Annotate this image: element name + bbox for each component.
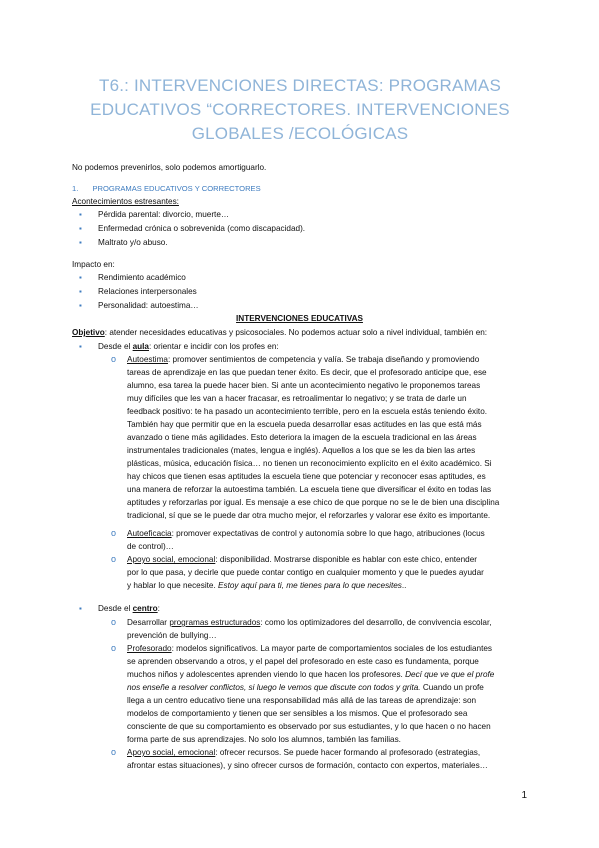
impacto-heading: Impacto en: (72, 260, 115, 269)
paragraph-line: modelos de comportamiento y tienen que ser sensibles a los mismos. Que el profesorado sea (127, 709, 468, 718)
title-line: T6.: INTERVENCIONES DIRECTAS: PROGRAMAS (98, 76, 501, 95)
aula-label: aula (132, 342, 149, 351)
paragraph-line: aptitudes y reforzarlas por igual. Es mensaje a ese chico de que porque no se le de bien una disciplina (127, 498, 500, 507)
italic-quote: Decí que ve que el profe (405, 670, 495, 679)
paragraph-line: instrumentales tradicionales (mates, lengua e inglés). Aquellos a los que se les da bien las artes (127, 446, 476, 455)
aula-prefix: Desde el (98, 342, 133, 351)
profesorado-line (127, 642, 492, 655)
page-number: 1 (521, 790, 527, 801)
centro-suffix: : (157, 604, 160, 613)
autoestima-label: Autoestima (127, 355, 168, 364)
text-run: y hablar lo que necesite. (127, 581, 219, 590)
centro-label: centro (132, 604, 158, 613)
list-item: Maltrato y/o abuso. (98, 238, 168, 247)
section-number: 1. (72, 184, 79, 193)
section-title: PROGRAMAS EDUCATIVOS Y CORRECTORES (92, 184, 261, 193)
centro-line (98, 602, 160, 615)
list-item: Rendimiento académico (98, 273, 186, 282)
bullet-icon: ▪ (79, 604, 82, 613)
paragraph-line (127, 579, 406, 592)
paragraph-line: tareas de aprendizaje en las que puedan tener éxito. Es decir, que el profesorado anticipe que, ese (127, 368, 487, 377)
paragraph-line: feedback positivo: te ha pasado un acontecimiento terrible, pero en la escuela estás teniendo éxito. (127, 407, 488, 416)
aula-suffix: : orientar e incidir con los profes en: (148, 342, 279, 351)
list-item: Pérdida parental: divorcio, muerte… (98, 210, 230, 219)
bullet-icon: ▪ (79, 301, 82, 310)
profesorado-label: Profesorado (127, 644, 172, 653)
apoyo-label: Apoyo social, emocional (127, 748, 216, 757)
paragraph-line: por lo que pasa, y decirle que puede contar contigo en cualquier momento y que le puedes ayudar (127, 568, 484, 577)
bullet-icon: ▪ (79, 287, 82, 296)
paragraph-line: También hay que permitir que en la escuela pueda desarrollar esas actitudes en las que está más (127, 420, 482, 429)
text-run: Desarrollar (127, 618, 170, 627)
paragraph-line: de control)… (127, 542, 174, 551)
paragraph-line: consciente de que su comportamiento es observado por sus estudiantes, y lo que hacen o no hacen (127, 722, 491, 731)
list-item: Enfermedad crónica o sobrevenida (como discapacidad). (98, 224, 306, 233)
title-line: EDUCATIVOS “CORRECTORES. INTERVENCIONES (90, 100, 510, 119)
bullet-icon: ▪ (79, 210, 82, 219)
italic-quote: nos enseñe a resolver conflictos, si luego le vemos que discute con todos y grita. (127, 683, 421, 692)
bullet-icon: ▪ (79, 273, 82, 282)
text-run: muchos niños y adolescentes aprenden viendo lo que hacen los profesores. (127, 670, 406, 679)
paragraph-line: se aprenden observando a otros, y el papel del profesorado en este caso es fundamenta, porque (127, 657, 479, 666)
apoyo-label: Apoyo social, emocional (127, 555, 216, 564)
text-run: .. (401, 581, 407, 590)
text-run: : modelos significativos. La mayor parte de comportamientos sociales de los estudiantes (171, 644, 492, 653)
objetivo-label: Objetivo (72, 328, 105, 337)
circle-bullet-icon: o (111, 747, 117, 757)
bullet-icon: ▪ (79, 342, 82, 351)
italic-quote: Estoy aquí para ti, me tienes para lo que necesites (218, 581, 402, 590)
paragraph-line: muy difíciles que les van a hacer fracasar, es retroalimentar lo negativo; y se trata de darle un (127, 394, 467, 403)
programas-label: programas estructurados (169, 618, 261, 627)
autoeficacia-label: Autoeficacia (127, 529, 172, 538)
apoyo-aula-line (127, 553, 477, 566)
acontecimientos-heading: Acontecimientos estresantes: (72, 197, 179, 206)
text-run: : como los optimizadores del desarrollo, de convivencia escolar, (260, 618, 492, 627)
objetivo-line (72, 326, 487, 339)
paragraph-line: prevención de bullying… (127, 631, 217, 640)
bullet-icon: ▪ (79, 224, 82, 233)
page-title (70, 74, 530, 146)
paragraph-line (127, 681, 484, 694)
objetivo-text: : atender necesidades educativas y psicosociales. No podemos actuar solo a nivel individual, también en: (104, 328, 488, 337)
paragraph-line: : promover expectativas de control y autonomía sobre lo que hago, atribuciones (locus (171, 529, 485, 538)
section-heading (72, 182, 261, 195)
paragraph-line (127, 668, 494, 681)
list-item: Relaciones interpersonales (98, 287, 197, 296)
text-run: Cuando un profe (420, 683, 484, 692)
interventions-heading: INTERVENCIONES EDUCATIVAS (236, 314, 363, 323)
list-item: Personalidad: autoestima… (98, 301, 199, 310)
title-line: GLOBALES /ECOLÓGICAS (191, 124, 409, 143)
autoeficacia-line (127, 527, 485, 540)
apoyo-centro-line (127, 746, 480, 759)
paragraph-line: una manera de reforzar la autoestima también. La escuela tiene que diversificar el éxito en todas las (127, 485, 492, 494)
circle-bullet-icon: o (111, 528, 117, 538)
paragraph-line: hay chicos que tienen esas aptitudes la escuela tiene que potenciar y reconocer esas aptitudes, es (127, 472, 486, 481)
intro-text: No podemos prevenirlos, solo podemos amortiguarlo. (72, 163, 267, 172)
aula-line (98, 340, 279, 353)
paragraph-line: tradicional, sí que se le puede dar otra mucho mejor, el reforzarles y valorar ese éxito es importante. (127, 511, 491, 520)
circle-bullet-icon: o (111, 617, 117, 627)
desarrollar-line (127, 616, 492, 629)
paragraph-line: alumno, esa tarea la puede hacer bien. Si ante un acontecimiento negativo le proponemos tareas (127, 381, 481, 390)
paragraph-line: : disponibilidad. Mostrarse disponible es hablar con este chico, entender (215, 555, 477, 564)
paragraph-line: plásticas, música, educación física… no tienen un reconocimiento explícito en el éxito académico. Si (127, 459, 492, 468)
centro-prefix: Desde el (98, 604, 133, 613)
paragraph-line: : promover sentimientos de competencia y valía. Se trabaja diseñando y promoviendo (167, 355, 480, 364)
paragraph-line: llega a un centro educativo tiene una responsabilidad más allá de las tareas de aprendizaje: son (127, 696, 477, 705)
circle-bullet-icon: o (111, 643, 117, 653)
paragraph-line: avanzado o tiene más agilidades. Esto deteriora la imagen de la escuela tradicional en las áreas (127, 433, 477, 442)
autoestima-first-line (127, 353, 479, 366)
bullet-icon: ▪ (79, 238, 82, 247)
paragraph-line: forma parte de sus aprendizajes. No solo los alumnos, también las familias. (127, 735, 401, 744)
circle-bullet-icon: o (111, 354, 117, 364)
circle-bullet-icon: o (111, 554, 117, 564)
paragraph-line: afrontar estas situaciones), y sino ofrecer cursos de formación, contacto con expertos, materiales… (127, 761, 488, 770)
text-run: : ofrecer recursos. Se puede hacer formando al profesorado (estrategias, (215, 748, 481, 757)
